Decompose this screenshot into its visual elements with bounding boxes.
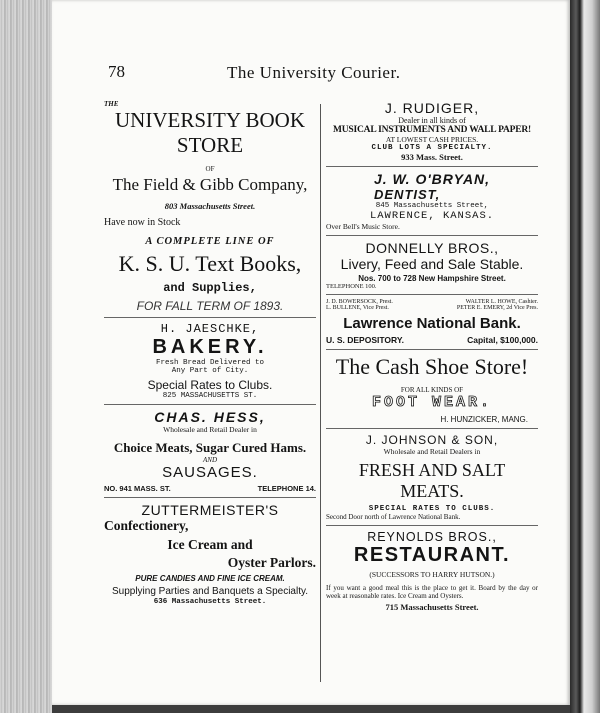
ad-johnson-location: Second Door north of Lawrence National Bank. xyxy=(326,513,461,521)
ad-of: OF xyxy=(205,165,215,173)
ad-bank-capital: Capital, $100,000. xyxy=(467,335,538,345)
page-number: 78 xyxy=(108,62,125,81)
ad-reynolds-address: 715 Massachusetts Street. xyxy=(385,602,479,613)
ad-hess-footer xyxy=(104,484,316,493)
ad-bakery xyxy=(104,322,316,400)
ad-donnelly-telephone: TELEPHONE 100. xyxy=(326,283,377,290)
ad-johnson-special: SPECIAL RATES TO CLUBS. xyxy=(368,505,496,513)
ad-donnelly-address: Nos. 700 to 728 New Hampshire Street. xyxy=(358,274,506,283)
ad-obryan-city: LAWRENCE, KANSAS. xyxy=(369,210,495,222)
ad-company: The Field & Gibb Company, xyxy=(112,175,308,194)
page-bottom-shadow xyxy=(52,705,570,713)
divider-rule xyxy=(326,166,538,167)
ad-zutt-oyster: Oyster Parlors. xyxy=(227,555,316,570)
ad-rudiger-club: CLUB LOTS A SPECIALTY. xyxy=(371,144,493,152)
ad-obryan-location: Over Bell's Music Store. xyxy=(326,222,400,231)
ad-bakery-rates: Special Rates to Clubs. xyxy=(147,378,273,392)
ad-johnson-trade: Wholesale and Retail Dealers in xyxy=(383,447,481,456)
divider-rule xyxy=(104,317,316,318)
ad-zutt-supplying: Supplying Parties and Banquets a Specialty. xyxy=(111,586,309,597)
ad-zutt-address: 636 Massachusetts Street. xyxy=(153,598,267,606)
ad-bank-officer3: PETER E. EMERY, 2d Vice Pres. xyxy=(456,305,538,311)
ad-zutt-name: ZUTTERMEISTER'S xyxy=(141,502,279,518)
ad-shoe-for-all: FOR ALL KINDS OF xyxy=(400,386,464,394)
ad-shoe-name: The Cash Shoe Store! xyxy=(335,354,529,379)
divider-rule xyxy=(326,235,538,236)
ad-university-book-store xyxy=(104,100,316,313)
ad-have-now: Have now in Stock xyxy=(104,217,181,228)
ad-bakery-line1: Fresh Bread Delivered to xyxy=(155,359,265,367)
ad-rudiger xyxy=(326,100,538,162)
ad-chas-hess xyxy=(104,409,316,493)
ad-text-books: K. S. U. Text Books, xyxy=(118,251,302,276)
ad-obryan-address: 845 Massachusetts Street, xyxy=(375,202,489,210)
ad-bakery-name: BAKERY. xyxy=(152,336,268,358)
divider-rule xyxy=(326,294,538,295)
divider-rule xyxy=(326,349,538,350)
divider-rule xyxy=(104,404,316,405)
ad-obryan-name: J. W. O'BRYAN, xyxy=(373,171,491,187)
ad-hess-address: NO. 941 MASS. ST. xyxy=(104,484,171,493)
ad-bakery-address: 825 MASSACHUSETTS ST. xyxy=(162,392,258,400)
ad-hess-meats: Choice Meats, Sugar Cured Hams. xyxy=(113,440,307,455)
ad-rudiger-goods: MUSICAL INSTRUMENTS AND WALL PAPER! xyxy=(333,125,531,135)
left-column xyxy=(104,100,316,606)
ad-lawrence-national-bank xyxy=(326,299,538,345)
ad-johnson-meats: FRESH AND SALT MEATS. xyxy=(358,460,506,501)
ad-johnson-and-son xyxy=(326,433,538,521)
ad-shoe-manager: H. HUNZICKER, MANG. xyxy=(440,415,528,424)
ad-bank-depository: U. S. DEPOSITORY. xyxy=(326,335,404,345)
ad-hess-trade: Wholesale and Retail Dealer in xyxy=(163,425,257,434)
ad-rudiger-address: 933 Mass. Street. xyxy=(401,152,463,162)
ad-zutt-confectionery: Confectionery, xyxy=(104,518,189,533)
ad-reynolds-bros xyxy=(326,530,538,612)
ad-address: 803 Massachusetts Street. xyxy=(164,201,256,211)
ad-cash-shoe-store xyxy=(326,354,538,424)
ad-hess-name: CHAS. HESS, xyxy=(154,409,266,425)
column-divider xyxy=(320,104,321,682)
page-header xyxy=(52,60,570,90)
ad-rudiger-name: J. RUDIGER, xyxy=(384,100,480,116)
ad-supplies: and Supplies, xyxy=(163,281,257,295)
ad-zuttermeister xyxy=(104,502,316,606)
ad-bakery-line2: Any Part of City. xyxy=(171,367,249,375)
book-page-edges xyxy=(570,0,600,713)
ad-bank-name: Lawrence National Bank. xyxy=(343,315,521,332)
ad-obryan xyxy=(326,171,538,231)
ad-bank-officer2: WALTER L. HOWE, Cashier. xyxy=(465,299,538,305)
ad-bank-footer xyxy=(326,335,538,345)
divider-rule xyxy=(104,497,316,498)
ad-donnelly-business: Livery, Feed and Sale Stable. xyxy=(340,256,524,272)
running-title: The University Courier. xyxy=(227,63,401,82)
ad-hess-telephone: TELEPHONE 14. xyxy=(257,484,316,493)
right-column xyxy=(326,100,538,612)
ad-bank-officer1: J. D. BOWERSOCK, Prest. xyxy=(326,299,393,305)
ad-rudiger-prices: AT LOWEST CASH PRICES. xyxy=(385,135,479,144)
ad-reynolds-successors: (SUCCESSORS TO HARRY HUTSON.) xyxy=(369,570,495,579)
ad-hess-sausages: SAUSAGES. xyxy=(162,464,258,481)
ad-rudiger-dealer: Dealer in all kinds of xyxy=(398,116,466,125)
ad-hess-and: AND xyxy=(203,456,217,464)
ad-fall-term: FOR FALL TERM OF 1893. xyxy=(136,299,284,313)
ad-the: THE xyxy=(104,100,119,108)
ad-complete-line: A COMPLETE LINE OF xyxy=(145,236,275,247)
ad-donnelly-name: DONNELLY BROS., xyxy=(365,240,499,256)
ad-zutt-pure: PURE CANDIES AND FINE ICE CREAM. xyxy=(135,574,285,583)
ad-shoe-footwear: FOOT WEAR. xyxy=(371,394,492,411)
book-binding xyxy=(0,0,52,713)
ad-store-name: UNIVERSITY BOOK STORE xyxy=(115,108,305,157)
page xyxy=(52,0,570,705)
ad-johnson-name: J. JOHNSON & SON, xyxy=(365,433,499,447)
ad-reynolds-name: REYNOLDS BROS., xyxy=(367,530,497,544)
ad-bank-officer4: L. BULLENE, Vice Prest. xyxy=(326,305,389,311)
divider-rule xyxy=(326,525,538,526)
ad-zutt-ice-cream: Ice Cream and xyxy=(167,537,253,552)
ad-obryan-title: DENTIST, xyxy=(374,187,441,202)
ad-bank-officers-row2 xyxy=(326,305,538,311)
ad-reynolds-restaurant: RESTAURANT. xyxy=(353,544,511,566)
ad-donnelly xyxy=(326,240,538,290)
ad-owner: H. JAESCHKE, xyxy=(160,322,260,336)
ad-reynolds-text: If you want a good meal this is the place to get it. Board by the day or week at reasonable rates. Ice Cream and Oysters. xyxy=(326,584,538,601)
divider-rule xyxy=(326,428,538,429)
